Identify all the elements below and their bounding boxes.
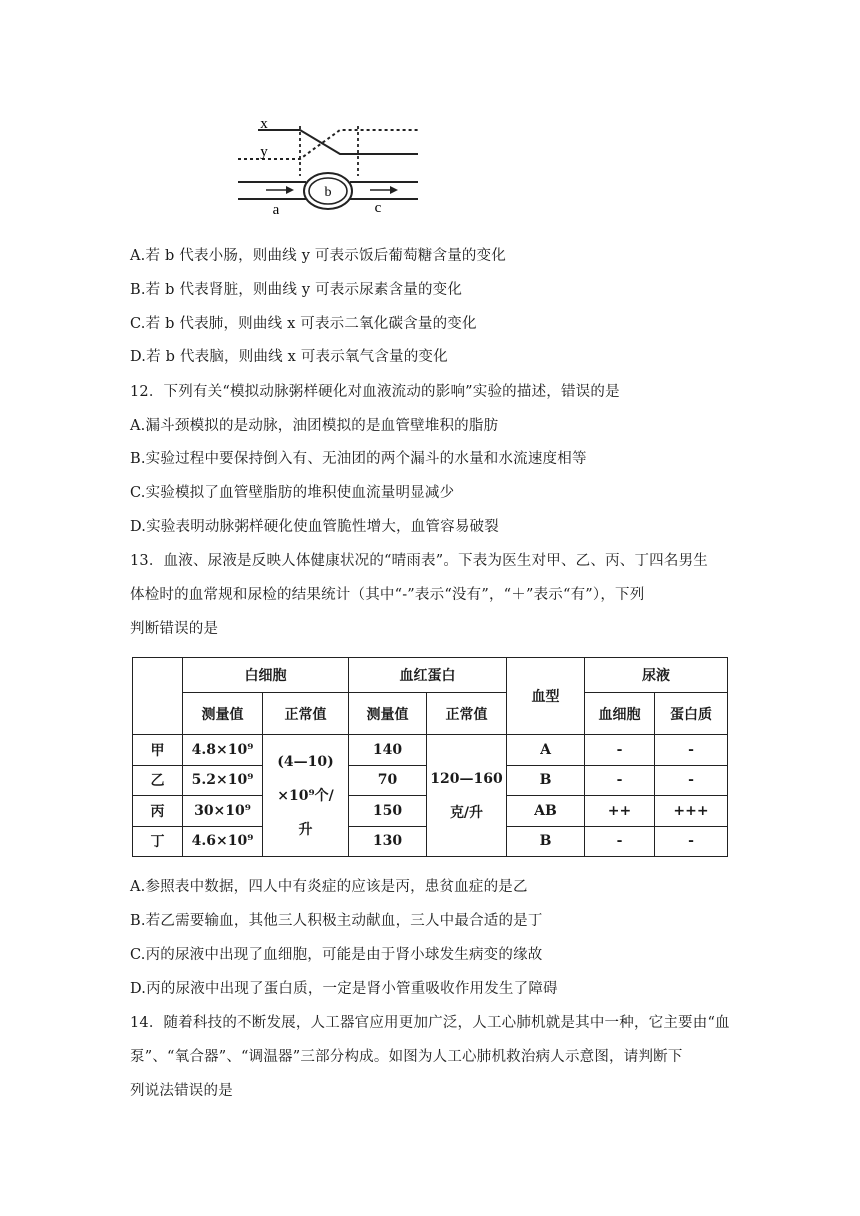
label-a: a bbox=[272, 202, 280, 218]
urine-cells-value: - bbox=[585, 826, 655, 856]
question-14-line1: 14．随着科技的不断发展，人工器官应用更加广泛，人工心肺机就是其中一种，它主要由“血 bbox=[130, 1015, 730, 1031]
option-11a: A.若 b 代表小肠，则曲线 y 可表示饭后葡萄糖含量的变化 bbox=[130, 248, 506, 264]
urine-cells-value: ++ bbox=[585, 796, 655, 826]
health-table bbox=[132, 657, 727, 857]
wbc-normal-line2: ×10⁹个/ bbox=[277, 787, 334, 804]
option-11c: C.若 b 代表肺，则曲线 x 可表示二氧化碳含量的变化 bbox=[130, 316, 477, 332]
header-urine-cells: 血细胞 bbox=[585, 693, 655, 735]
wbc-normal-line1: (4—10) bbox=[277, 753, 334, 770]
header-hb: 血红蛋白 bbox=[349, 658, 507, 693]
hb-normal-line2: 克/升 bbox=[449, 804, 484, 821]
label-b: b bbox=[324, 185, 332, 200]
hb-value: 150 bbox=[349, 796, 427, 826]
hb-value: 70 bbox=[349, 765, 427, 795]
arrow-right-icon bbox=[390, 186, 398, 194]
blood-type-value: B bbox=[507, 826, 585, 856]
wbc-value: 4.6×10⁹ bbox=[183, 826, 263, 856]
hb-value: 130 bbox=[349, 826, 427, 856]
option-12b: B.实验过程中要保持倒入有、无油团的两个漏斗的水量和水流速度相等 bbox=[130, 451, 587, 467]
header-urine-protein: 蛋白质 bbox=[655, 693, 728, 735]
row-name: 丁 bbox=[133, 826, 183, 856]
vessel-diagram bbox=[236, 106, 422, 218]
option-13b: B.若乙需要输血，其他三人积极主动献血，三人中最合适的是丁 bbox=[130, 913, 543, 929]
hb-normal-line1: 120—160 bbox=[430, 770, 503, 787]
option-12d: D.实验表明动脉粥样硬化使血管脆性增大，血管容易破裂 bbox=[130, 519, 499, 535]
wbc-normal-line3: 升 bbox=[298, 821, 313, 838]
question-14-line2: 泵”、“氧合器”、“调温器”三部分构成。如图为人工心肺机救治病人示意图，请判断下 bbox=[130, 1049, 683, 1065]
urine-protein-value: +++ bbox=[655, 796, 728, 826]
question-13-line2: 体检时的血常规和尿检的结果统计（其中“-”表示“没有”，“＋”表示“有”），下列 bbox=[130, 587, 645, 603]
wbc-normal-range bbox=[263, 735, 349, 857]
row-name: 乙 bbox=[133, 765, 183, 795]
blood-type-value: B bbox=[507, 765, 585, 795]
curve-x bbox=[258, 130, 418, 154]
blood-type-value: AB bbox=[507, 796, 585, 826]
option-12c: C.实验模拟了血管壁脂肪的堆积使血流量明显减少 bbox=[130, 485, 455, 501]
urine-protein-value: - bbox=[655, 765, 728, 795]
option-11d: D.若 b 代表脑，则曲线 x 可表示氧气含量的变化 bbox=[130, 349, 448, 365]
blood-type-value: A bbox=[507, 735, 585, 765]
header-hb-normal: 正常值 bbox=[427, 693, 507, 735]
header-wbc-measured: 测量值 bbox=[183, 693, 263, 735]
option-12a: A.漏斗颈模拟的是动脉，油团模拟的是血管壁堆积的脂肪 bbox=[130, 418, 499, 434]
label-y: y bbox=[260, 144, 268, 160]
urine-cells-value: - bbox=[585, 765, 655, 795]
label-x: x bbox=[260, 116, 268, 132]
question-12: 12．下列有关“模拟动脉粥样硬化对血液流动的影响”实验的描述，错误的是 bbox=[130, 384, 620, 400]
hb-value: 140 bbox=[349, 735, 427, 765]
option-13c: C.丙的尿液中出现了血细胞，可能是由于肾小球发生病变的缘故 bbox=[130, 947, 543, 963]
wbc-value: 4.8×10⁹ bbox=[183, 735, 263, 765]
option-13a: A.参照表中数据，四人中有炎症的应该是丙，患贫血症的是乙 bbox=[130, 879, 528, 895]
option-13d: D.丙的尿液中出现了蛋白质，一定是肾小管重吸收作用发生了障碍 bbox=[130, 981, 558, 997]
wbc-value: 30×10⁹ bbox=[183, 796, 263, 826]
row-name: 甲 bbox=[133, 735, 183, 765]
header-blood-type: 血型 bbox=[507, 658, 585, 735]
wbc-value: 5.2×10⁹ bbox=[183, 765, 263, 795]
option-11b: B.若 b 代表肾脏，则曲线 y 可表示尿素含量的变化 bbox=[130, 282, 463, 298]
urine-protein-value: - bbox=[655, 826, 728, 856]
urine-cells-value: - bbox=[585, 735, 655, 765]
table-row bbox=[133, 735, 728, 765]
header-wbc-normal: 正常值 bbox=[263, 693, 349, 735]
label-c: c bbox=[374, 200, 382, 216]
header-hb-measured: 测量值 bbox=[349, 693, 427, 735]
hb-normal-range bbox=[427, 735, 507, 857]
header-urine: 尿液 bbox=[585, 658, 728, 693]
question-14-line3: 列说法错误的是 bbox=[130, 1083, 233, 1099]
corner-cell bbox=[133, 658, 183, 735]
question-13-line1: 13．血液、尿液是反映人体健康状况的“晴雨表”。下表为医生对甲、乙、丙、丁四名男生 bbox=[130, 553, 708, 569]
question-13-line3: 判断错误的是 bbox=[130, 621, 219, 637]
urine-protein-value: - bbox=[655, 735, 728, 765]
row-name: 丙 bbox=[133, 796, 183, 826]
arrow-left-icon bbox=[286, 186, 294, 194]
header-wbc: 白细胞 bbox=[183, 658, 349, 693]
